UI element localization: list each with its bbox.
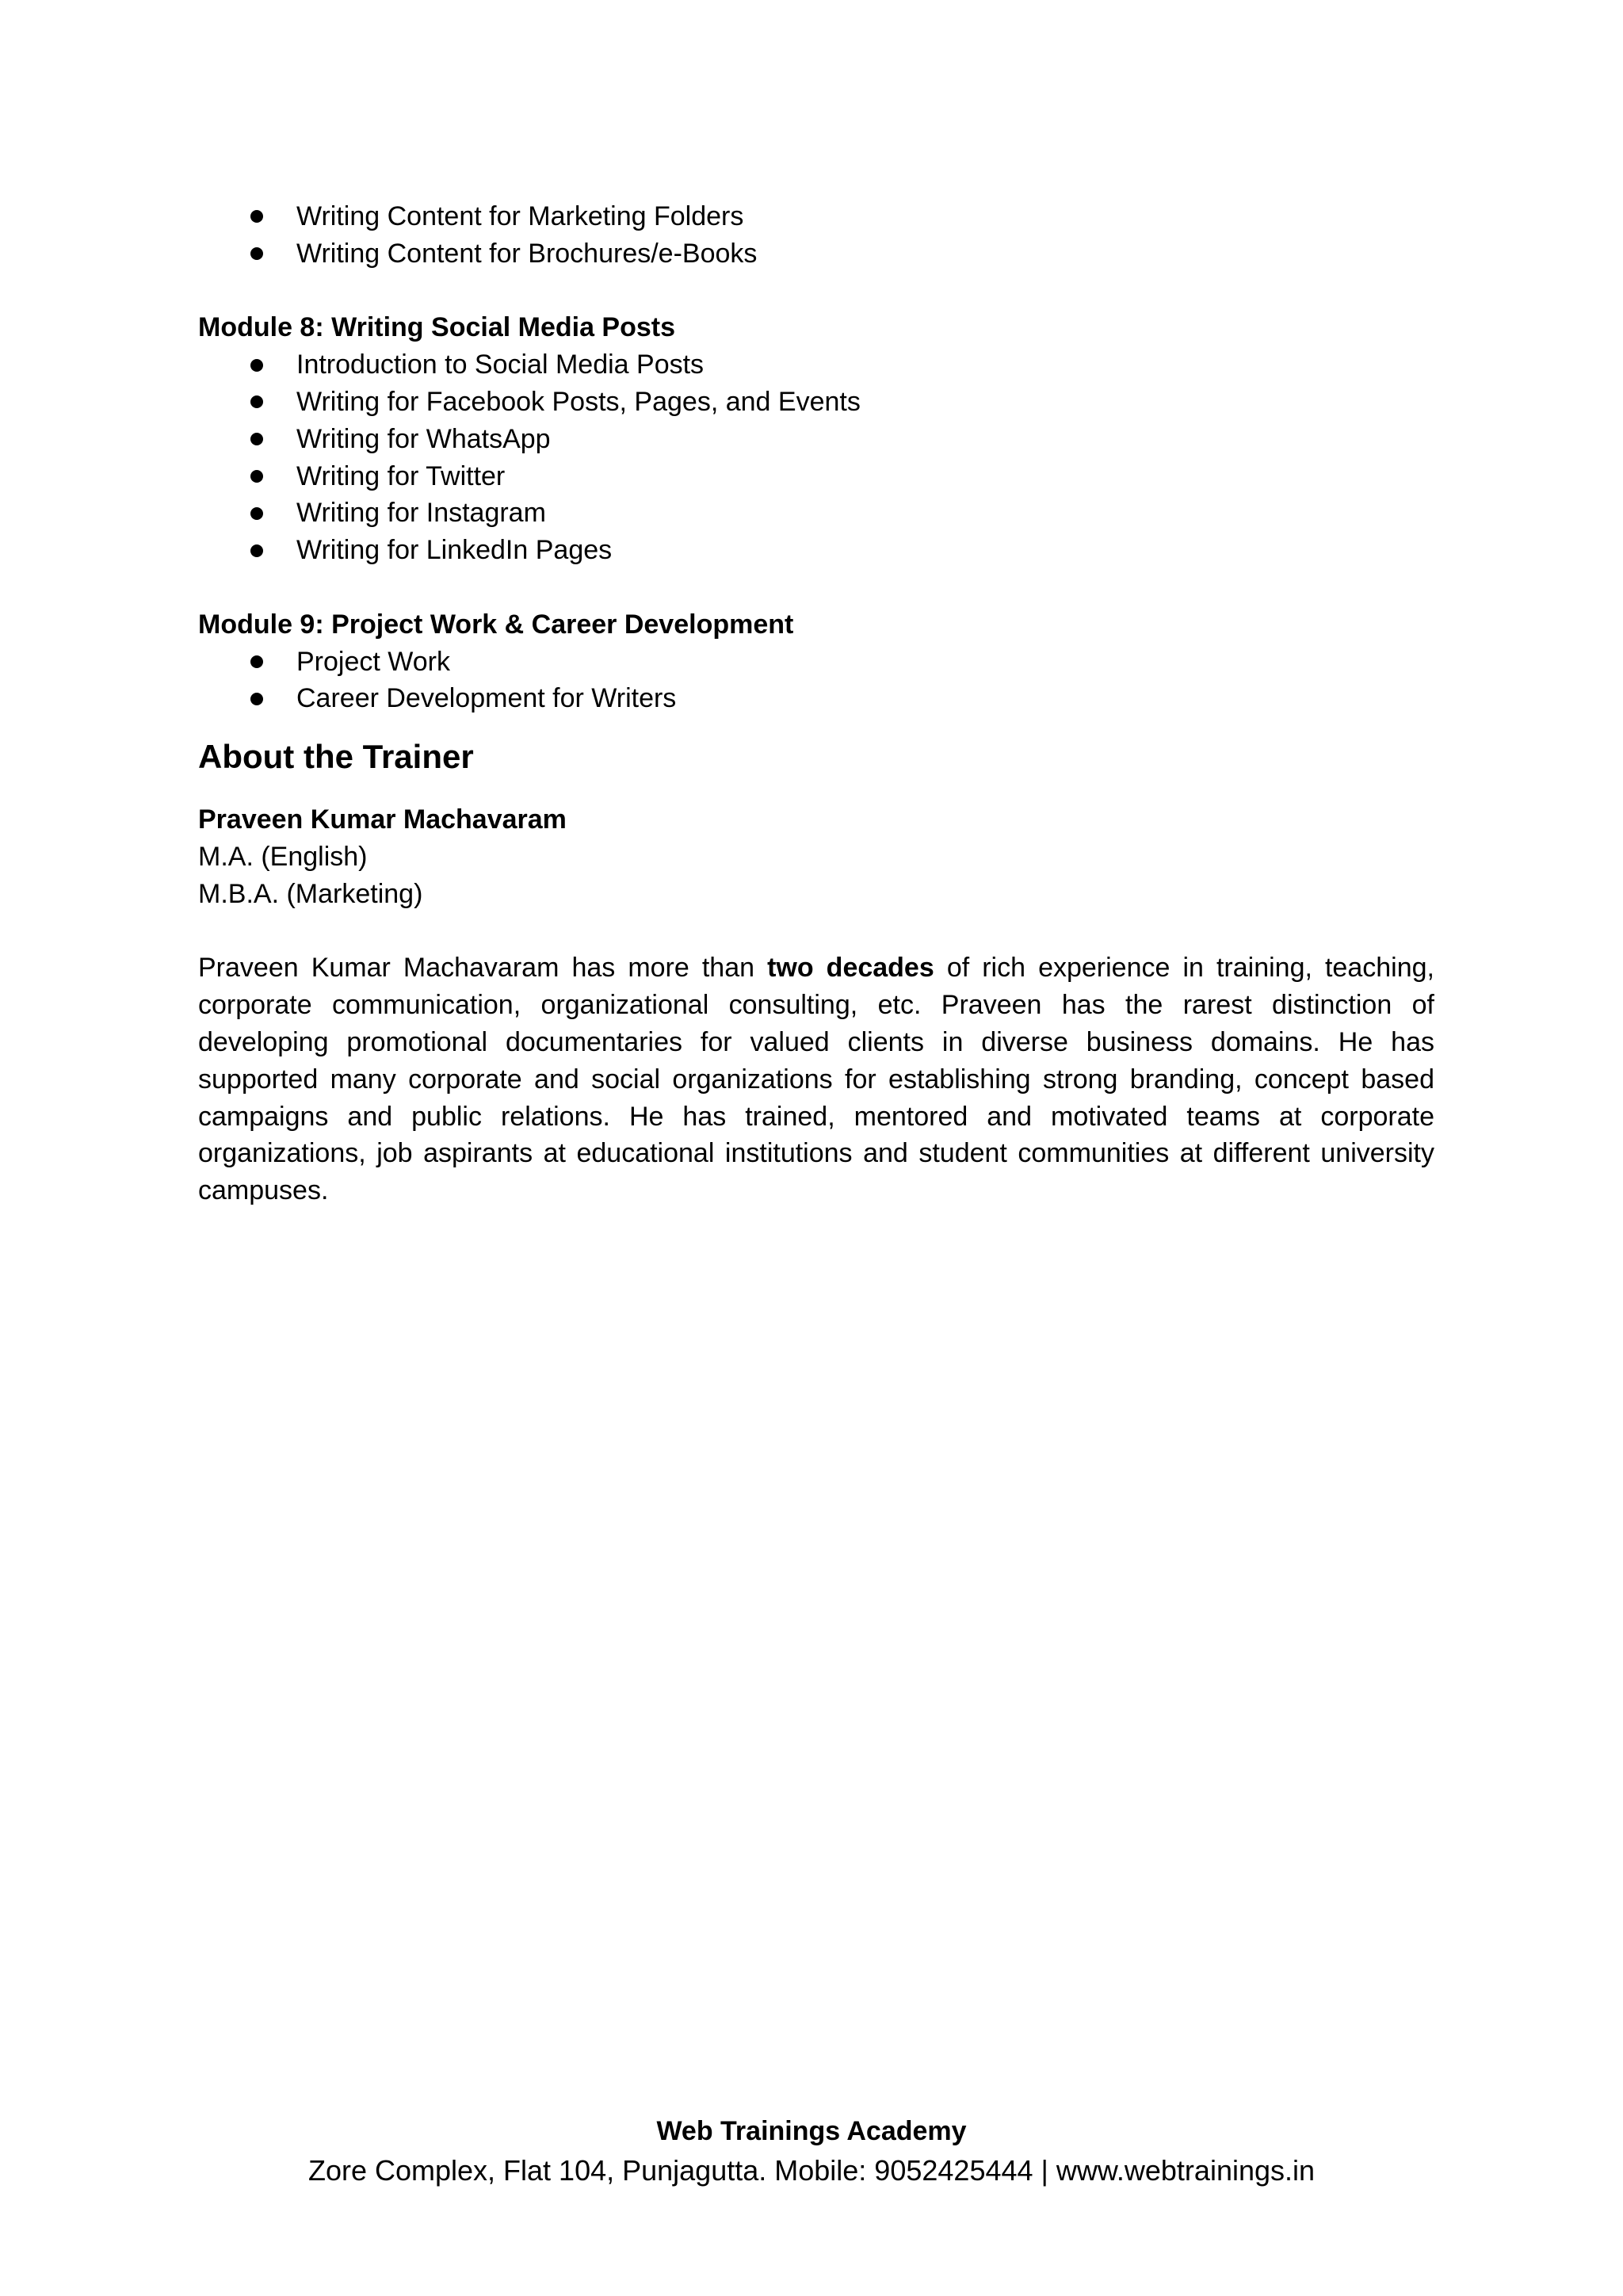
bullet-icon [250, 507, 263, 520]
page-footer [0, 2111, 1623, 2191]
module-9-heading: Module 9: Project Work & Career Development [198, 609, 794, 640]
trainer-qualification: M.B.A. (Marketing) [198, 878, 423, 909]
trainer-bio [198, 949, 1434, 1209]
list-item [198, 644, 1434, 681]
footer-address: Zore Complex, Flat 104, Punjagutta. Mobile: 9052425444 | www.webtrainings.in [307, 2154, 1316, 2187]
list-item-text: Writing for Facebook Posts, Pages, and Events [296, 386, 861, 417]
list-item [198, 198, 1434, 235]
spacer [198, 569, 1434, 606]
module-9-list [198, 644, 1434, 718]
list-item [198, 346, 1434, 384]
list-item [198, 495, 1434, 532]
list-item [198, 458, 1434, 495]
bullet-icon [250, 395, 263, 408]
module-8-list [198, 346, 1434, 569]
list-item [198, 384, 1434, 421]
bullet-icon [250, 544, 263, 557]
list-item-text: Project Work [296, 646, 450, 677]
bullet-icon [250, 433, 263, 445]
list-item-text: Writing Content for Marketing Folders [296, 201, 744, 231]
list-item-text: Writing for Twitter [296, 460, 506, 491]
trainer-bio-text: of rich experience in training, teaching, corporate communication, organizational consulting, etc. Praveen has the rarest distinction of developing promotional documentaries for valued clients in diverse business domains. He has supported many corporate and social organizations for establishing strong branding, concept based campaigns and public relations. He has trained, mentored and motivated teams at corporate organizations, job aspirants at educational institutions and student communities at different university campuses. [198, 953, 1434, 1206]
list-item [198, 421, 1434, 458]
list-item-text: Writing Content for Brochures/e-Books [296, 238, 758, 269]
list-item-text: Writing for LinkedIn Pages [296, 535, 613, 566]
bullet-icon [250, 655, 263, 668]
bullet-icon [250, 693, 263, 705]
footer-org-name: Web Trainings Academy [656, 2116, 967, 2146]
list-item [198, 680, 1434, 717]
trainer-qualification: M.A. (English) [198, 841, 368, 872]
list-item-text: Writing for Instagram [296, 498, 546, 529]
list-item [198, 532, 1434, 569]
bullet-icon [250, 359, 263, 372]
trainer-bio-highlight: two decades [767, 953, 934, 984]
bullet-icon [250, 247, 263, 260]
about-trainer-title: About the Trainer [198, 738, 474, 776]
spacer [198, 273, 1434, 310]
list-item-text: Introduction to Social Media Posts [296, 350, 705, 380]
trainer-name: Praveen Kumar Machavaram [198, 804, 567, 835]
list-item-text: Career Development for Writers [296, 683, 677, 714]
list-item-text: Writing for WhatsApp [296, 423, 551, 454]
spacer [198, 913, 1434, 950]
continued-bullet-list [198, 198, 1434, 273]
bullet-icon [250, 210, 263, 223]
page-content [198, 198, 1434, 1209]
module-8-heading: Module 8: Writing Social Media Posts [198, 312, 676, 343]
list-item [198, 235, 1434, 273]
bullet-icon [250, 470, 263, 483]
trainer-bio-text: Praveen Kumar Machavaram has more than [198, 953, 768, 984]
